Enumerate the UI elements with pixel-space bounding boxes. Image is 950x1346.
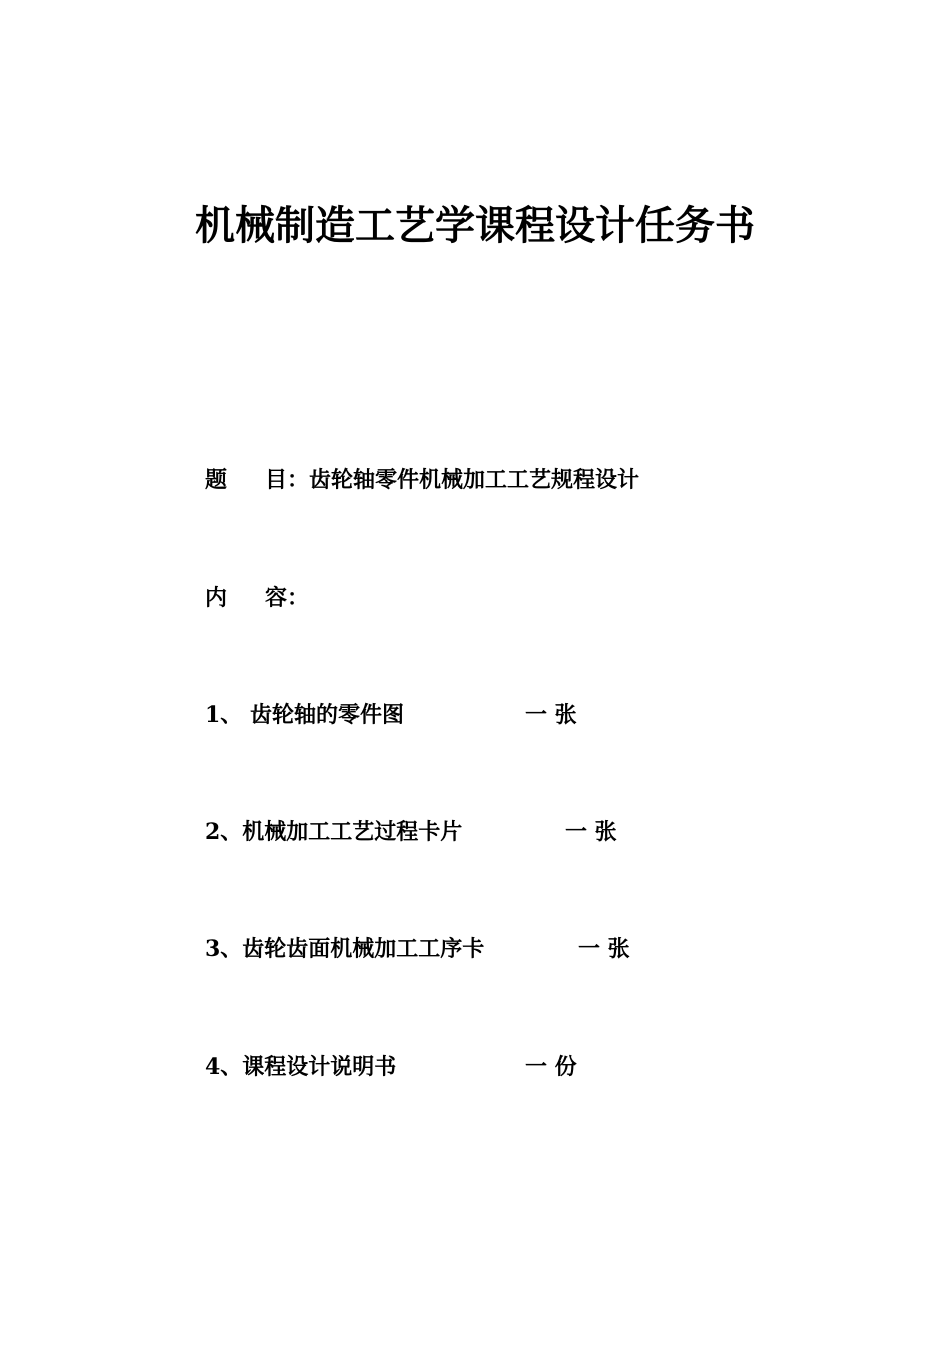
item-quantity: 一 张	[578, 936, 630, 962]
content-label-second: 容：	[265, 585, 310, 611]
page-title: 机械制造工艺学课程设计任务书	[195, 203, 755, 249]
topic-line	[205, 464, 639, 496]
list-item: 2、机械加工工艺过程卡片	[205, 819, 463, 845]
item-quantity: 一 份	[525, 1054, 577, 1080]
item-quantity: 一 张	[565, 819, 617, 845]
content-label-first: 内	[205, 585, 228, 611]
content-line	[205, 582, 309, 614]
list-item: 4、课程设计说明书	[205, 1054, 397, 1080]
list-item: 1、 齿轮轴的零件图	[205, 702, 404, 728]
topic-label-second: 目：	[265, 467, 310, 493]
topic-value: 齿轮轴零件机械加工工艺规程设计	[309, 467, 640, 493]
topic-label-first: 题	[205, 467, 228, 493]
item-quantity: 一 张	[525, 702, 577, 728]
list-item: 3、齿轮齿面机械加工工序卡	[205, 936, 485, 962]
